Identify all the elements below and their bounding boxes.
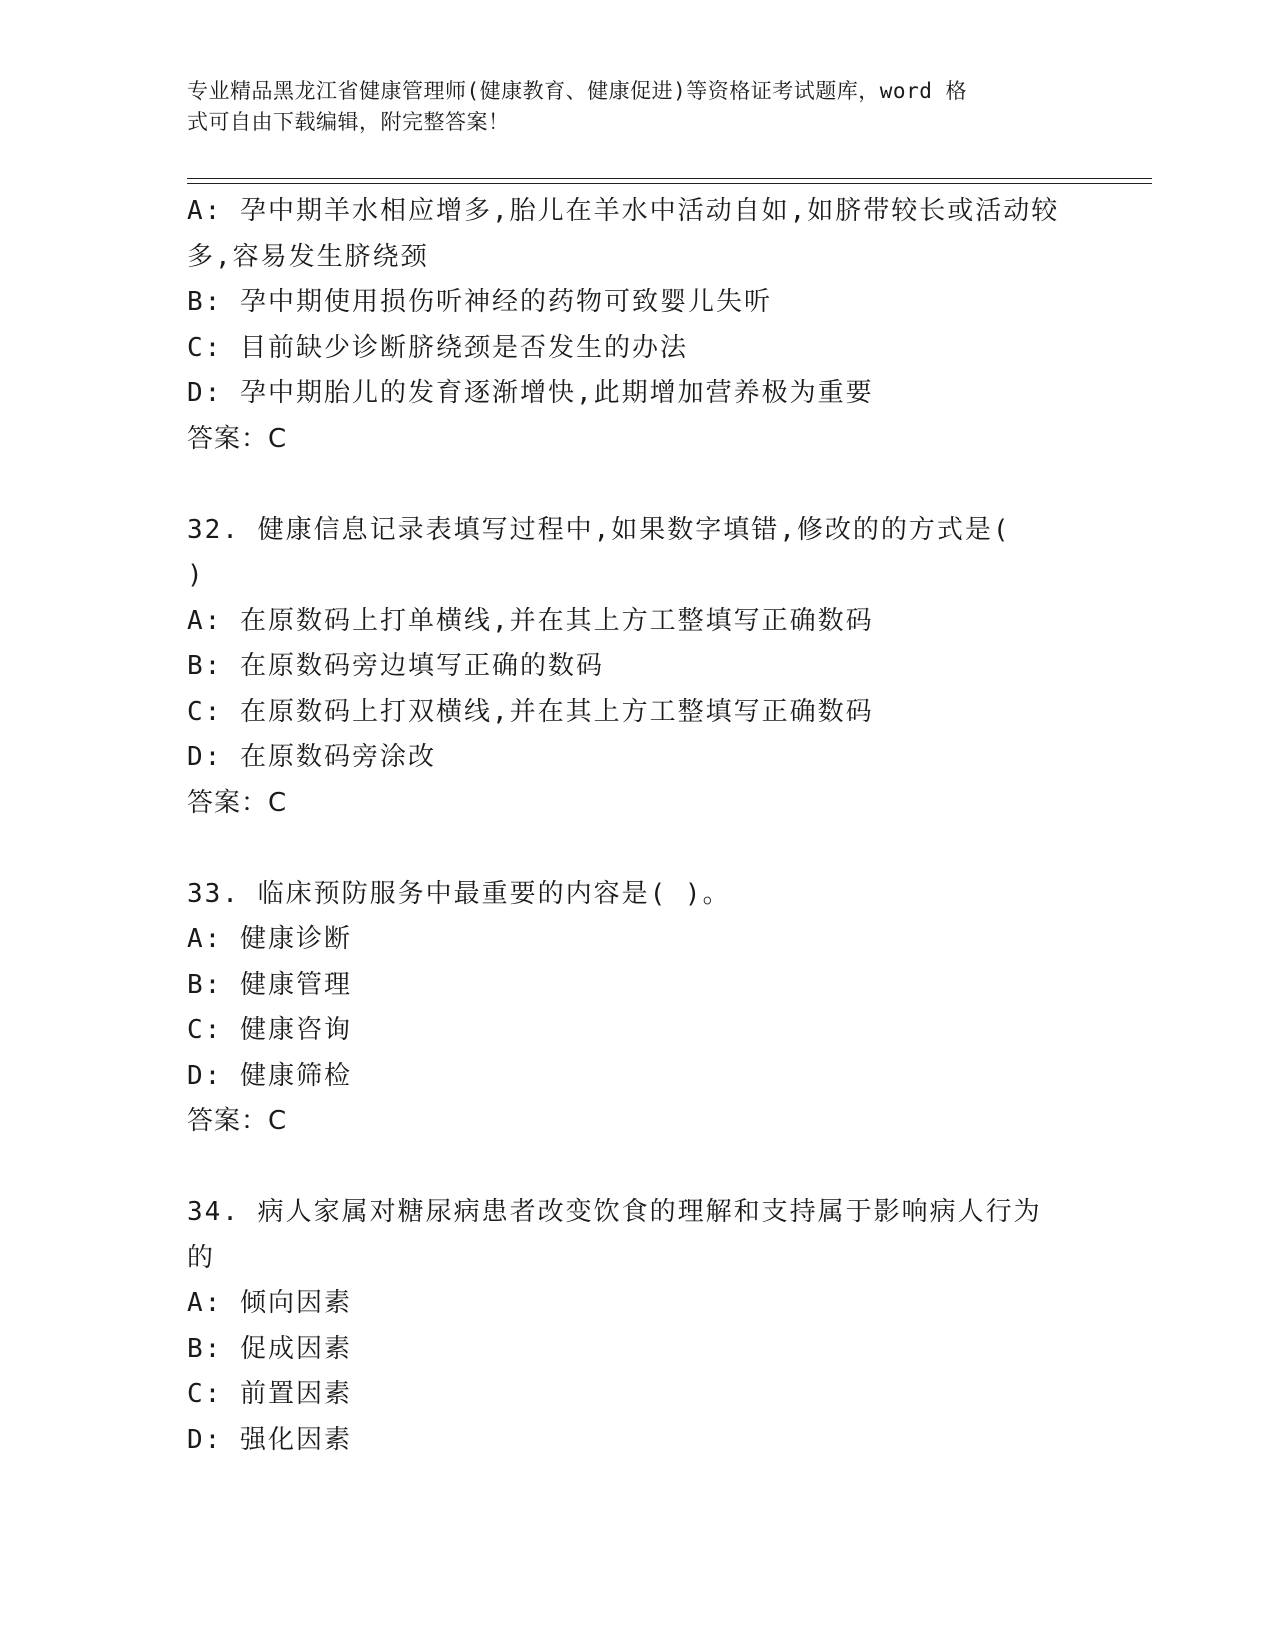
question-stem: 33. 临床预防服务中最重要的内容是( )。 xyxy=(187,878,731,909)
option-b: B: 健康管理 xyxy=(187,969,352,1000)
option-d: D: 强化因素 xyxy=(187,1424,352,1455)
question-stem-line-2: ) xyxy=(187,560,205,590)
question-34 xyxy=(187,1190,1087,1463)
spacer xyxy=(187,826,1087,872)
question-list xyxy=(187,189,1087,1463)
question-stem-line-1: 32. 健康信息记录表填写过程中,如果数字填错,修改的的方式是( xyxy=(187,514,1011,545)
option-b: B: 孕中期使用损伤听神经的药物可致婴儿失听 xyxy=(187,287,772,317)
header-line-2: 式可自由下载编辑，附完整答案！ xyxy=(187,110,510,134)
question-stem-line-1: 34. 病人家属对糖尿病患者改变饮食的理解和支持属于影响病人行为 xyxy=(187,1197,1042,1227)
question-32 xyxy=(187,508,1087,827)
header-divider-bottom xyxy=(187,183,1152,184)
option-b: B: 促成因素 xyxy=(187,1333,352,1364)
option-c: C: 前置因素 xyxy=(187,1379,352,1409)
option-d: D: 健康筛检 xyxy=(187,1060,352,1091)
option-a: A: 在原数码上打单横线,并在其上方工整填写正确数码 xyxy=(187,605,874,636)
page-header xyxy=(187,76,1087,138)
option-d: D: 孕中期胎儿的发育逐渐增快,此期增加营养极为重要 xyxy=(187,378,874,408)
header-divider-top xyxy=(187,178,1152,179)
option-c: C: 在原数码上打双横线,并在其上方工整填写正确数码 xyxy=(187,696,874,727)
option-b: B: 在原数码旁边填写正确的数码 xyxy=(187,651,604,681)
option-c: C: 目前缺少诊断脐绕颈是否发生的办法 xyxy=(187,332,688,363)
question-33 xyxy=(187,872,1087,1145)
option-a: A: 健康诊断 xyxy=(187,924,352,954)
option-c: C: 健康咨询 xyxy=(187,1015,352,1045)
question-stem-line-2: 的 xyxy=(187,1242,216,1273)
header-line-1: 专业精品黑龙江省健康管理师(健康教育、健康促进)等资格证考试题库，word 格 xyxy=(187,79,967,103)
answer: 答案：C xyxy=(187,1106,288,1136)
option-a-line-2: 多,容易发生脐绕颈 xyxy=(187,241,429,272)
option-a: A: 倾向因素 xyxy=(187,1288,352,1318)
spacer xyxy=(187,1145,1087,1191)
option-a-line-1: A: 孕中期羊水相应增多,胎儿在羊水中活动自如,如脐带较长或活动较 xyxy=(187,196,1060,226)
spacer xyxy=(187,462,1087,508)
option-d: D: 在原数码旁涂改 xyxy=(187,742,436,772)
answer: 答案：C xyxy=(187,787,288,818)
answer: 答案：C xyxy=(187,423,288,454)
question-31 xyxy=(187,189,1087,462)
